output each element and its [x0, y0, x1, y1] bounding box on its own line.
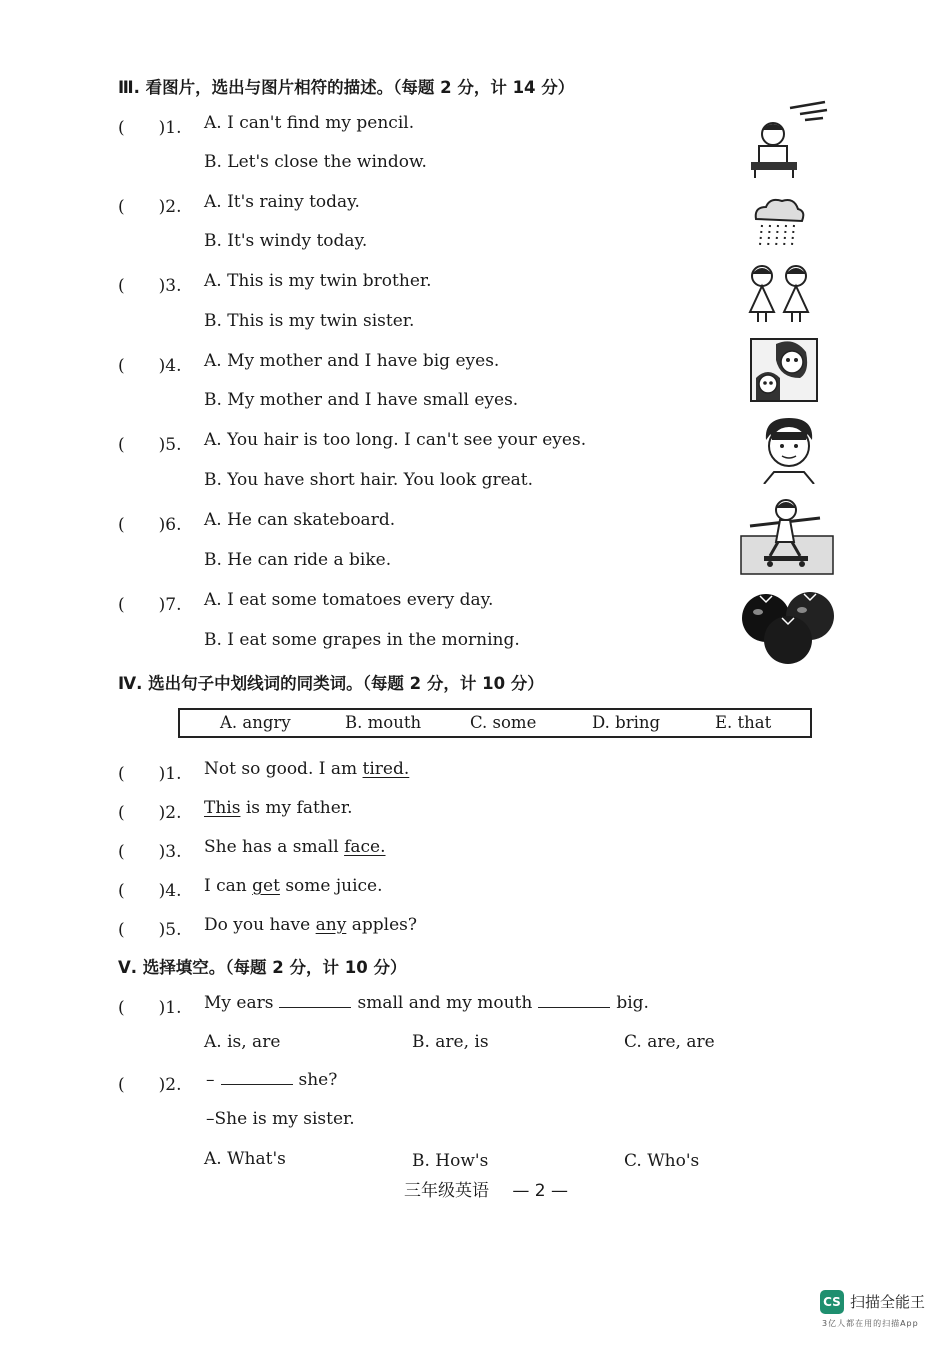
footer-subject: 三年级英语: [404, 1181, 489, 1201]
s4-q1-pre: Not so good. I am: [204, 759, 363, 779]
twin-sisters-picture: [744, 262, 816, 324]
s5-question-1-sentence: [204, 993, 649, 1013]
s5-q2-option-b: B. How's: [412, 1151, 489, 1171]
question-5-option-a: A. You hair is too long. I can't see your eyes.: [204, 430, 587, 450]
s5-q1-part1: My ears: [204, 993, 274, 1013]
question-6-option-b: B. He can ride a bike.: [204, 550, 392, 570]
tomatoes-picture: [738, 586, 838, 666]
question-5-option-b: B. You have short hair. You look great.: [204, 470, 534, 490]
question-4-option-a: A. My mother and I have big eyes.: [204, 351, 500, 371]
question-4-option-b: B. My mother and I have small eyes.: [204, 390, 519, 410]
s5-q2-option-c: C. Who's: [624, 1151, 700, 1171]
camscanner-subtitle: 3亿人都在用的扫描App: [822, 1319, 919, 1328]
question-6-number: ( )6.: [118, 515, 182, 535]
s4-q4-post: some juice.: [279, 876, 383, 896]
question-1-option-a: A. I can't find my pencil.: [204, 113, 415, 133]
question-4-number: ( )4.: [118, 356, 182, 376]
s5-q1-option-c: C. are, are: [624, 1032, 715, 1052]
s4-q2-post: is my father.: [240, 798, 353, 818]
section5-heading: Ⅴ. 选择填空。（每题 2 分，计 10 分）: [118, 958, 407, 977]
boy-skateboarding-picture: [740, 496, 834, 576]
s5-question-1-number: ( )1.: [118, 998, 182, 1018]
section3-heading: Ⅲ. 看图片，选出与图片相符的描述。（每题 2 分，计 14 分）: [118, 78, 575, 97]
s4-question-1-number: ( )1.: [118, 764, 182, 784]
s4-q3-underlined-word: face.: [344, 837, 386, 857]
word-bank-option-d: D. bring: [592, 713, 661, 732]
s5-q2-part2: she?: [298, 1070, 338, 1090]
question-3-option-b: B. This is my twin sister.: [204, 311, 415, 331]
s4-question-3-number: ( )3.: [118, 842, 182, 862]
question-2-option-b: B. It's windy today.: [204, 231, 368, 251]
s5-q1-part2: small and my mouth: [357, 993, 533, 1013]
mother-and-child-picture: [750, 338, 818, 402]
s4-question-5-sentence: [204, 915, 417, 935]
boy-at-desk-picture: [745, 100, 830, 178]
question-7-option-b: B. I eat some grapes in the morning.: [204, 630, 520, 650]
question-1-option-b: B. Let's close the window.: [204, 152, 427, 172]
s5-question-2-number: ( )2.: [118, 1075, 182, 1095]
word-bank-option-a: A. angry: [220, 713, 291, 732]
rain-cloud-picture: [748, 195, 808, 250]
question-5-number: ( )5.: [118, 435, 182, 455]
s4-question-4-sentence: [204, 876, 383, 896]
s5-q1-option-a: A. is, are: [204, 1032, 281, 1052]
question-1-number: ( )1.: [118, 118, 182, 138]
s4-question-2-sentence: [204, 798, 352, 818]
page-footer: [404, 1176, 568, 1201]
s4-q3-pre: She has a small: [204, 837, 345, 857]
footer-page-number: — 2 —: [512, 1181, 569, 1201]
word-bank-box: [178, 708, 812, 738]
boy-face-picture: [760, 414, 818, 484]
s5-q1-blank-2[interactable]: [538, 993, 610, 1008]
question-2-option-a: A. It's rainy today.: [204, 192, 360, 212]
s4-question-1-sentence: [204, 759, 409, 779]
s4-q4-pre: I can: [204, 876, 253, 896]
s5-q1-blank-1[interactable]: [279, 993, 351, 1008]
s5-q2-option-a: A. What's: [204, 1149, 286, 1169]
question-3-option-a: A. This is my twin brother.: [204, 271, 432, 291]
word-bank-option-b: B. mouth: [345, 713, 422, 732]
s5-q2-dash: –: [206, 1070, 215, 1090]
camscanner-title: 扫描全能王: [850, 1293, 926, 1311]
s5-question-2-sentence: [206, 1070, 337, 1090]
s4-q2-underlined-word: This: [204, 798, 241, 818]
s4-q5-underlined-word: any: [315, 915, 347, 935]
question-6-option-a: A. He can skateboard.: [204, 510, 396, 530]
s4-q5-post: apples?: [346, 915, 417, 935]
section4-heading: Ⅳ. 选出句子中划线词的同类词。（每题 2 分，计 10 分）: [118, 674, 544, 693]
s4-question-2-number: ( )2.: [118, 803, 182, 823]
s5-q2-answer-line: –She is my sister.: [206, 1109, 355, 1129]
word-bank-option-e: E. that: [715, 713, 772, 732]
question-2-number: ( )2.: [118, 197, 182, 217]
question-7-option-a: A. I eat some tomatoes every day.: [204, 590, 494, 610]
camscanner-logo: CS: [820, 1290, 844, 1314]
s4-question-4-number: ( )4.: [118, 881, 182, 901]
s5-q2-blank[interactable]: [221, 1070, 293, 1085]
s4-q1-underlined-word: tired.: [362, 759, 410, 779]
s4-question-3-sentence: [204, 837, 386, 857]
s4-question-5-number: ( )5.: [118, 920, 182, 940]
question-3-number: ( )3.: [118, 276, 182, 296]
s4-q4-underlined-word: get: [252, 876, 280, 896]
question-7-number: ( )7.: [118, 595, 182, 615]
s5-q1-option-b: B. are, is: [412, 1032, 489, 1052]
word-bank-option-c: C. some: [470, 713, 537, 732]
s4-q5-pre: Do you have: [204, 915, 316, 935]
s5-q1-part3: big.: [616, 993, 649, 1013]
